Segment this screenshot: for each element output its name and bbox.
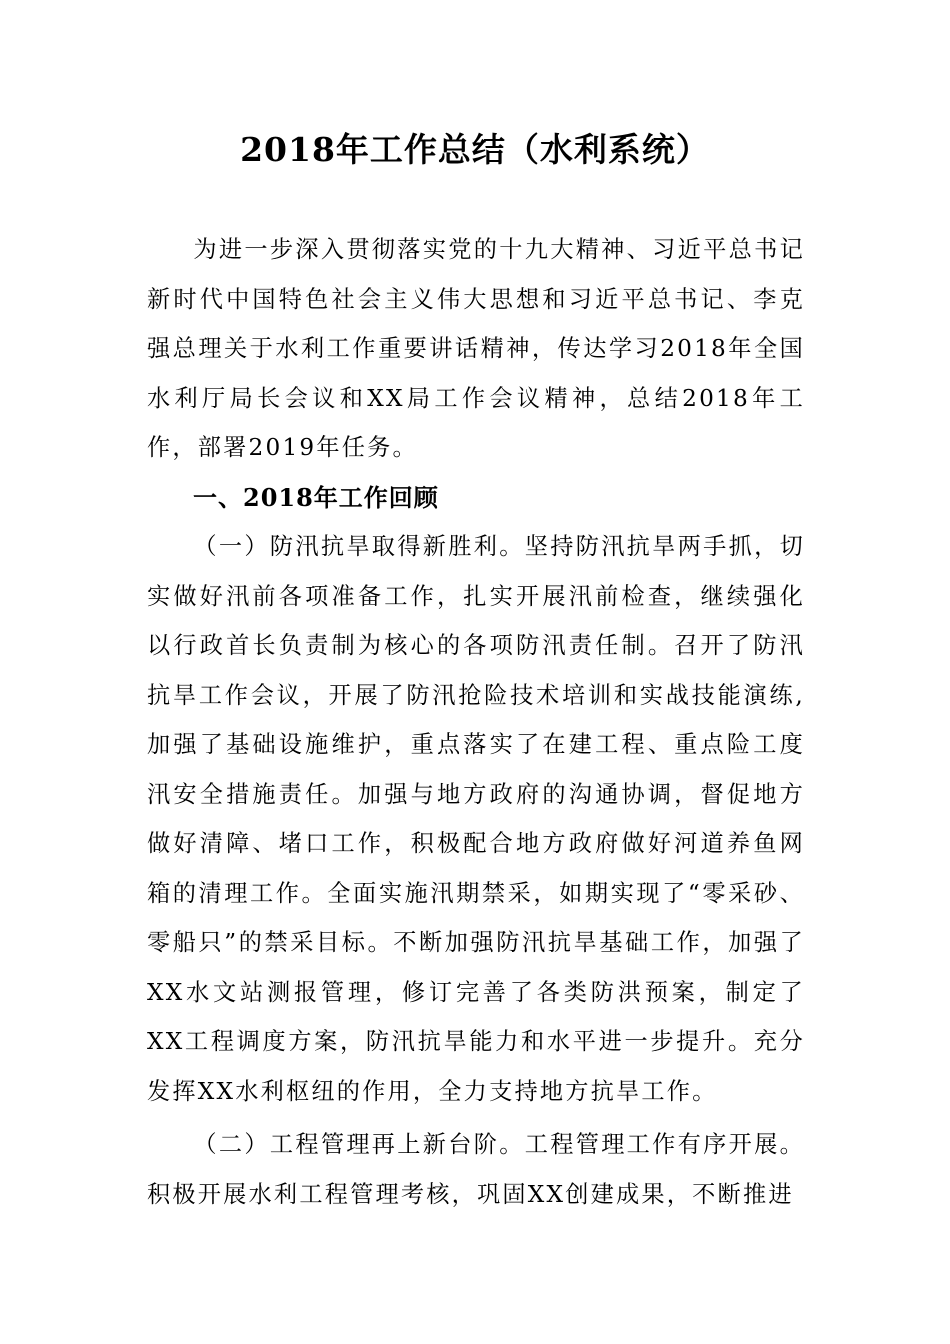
paragraph-body: 工程管理工作有序开展。积极开展水利工程管理考核，巩固XX创建成果，不断推进 [147,1131,805,1208]
section-heading: 一、2018年工作回顾 [193,483,439,512]
paragraph-lead: （一）防汛抗旱取得新胜利。 [193,533,525,560]
paragraph-engineering-management [147,1120,805,1219]
document-title: 2018年工作总结（水利系统） [240,130,710,169]
paragraph-lead: （二）工程管理再上新台阶。 [193,1131,525,1158]
paragraph-body: 坚持防汛抗旱两手抓，切实做好汛前各项准备工作，扎实开展汛前检查，继续强化以行政首长负责制为核心的各项防汛责任制。召开了防汛抗旱工作会议，开展了防汛抢险技术培训和实战技能演练,加强了基础设施维护，重点落实了在建工程、重点险工度汛安全措施责任。加强与地方政府的沟通协调，督促地方做好清障、堵口工作，积极配合地方政府做好河道养鱼网箱的清理工作。全面实施汛期禁采，如期实现了“零采砂、零船只”的禁采目标。不断加强防汛抗旱基础工作，加强了XX水文站测报管理，修订完善了各类防洪预案，制定了XX工程调度方案，防汛抗旱能力和水平进一步提升。充分发挥XX水利枢纽的作用，全力支持地方抗旱工作。 [147,533,805,1105]
intro-paragraph: 为进一步深入贯彻落实党的十九大精神、习近平总书记新时代中国特色社会主义伟大思想和习近平总书记、李克强总理关于水利工作重要讲话精神，传达学习2018年全国水利厅局长会议和XX局工作会议精神，总结2018年工作，部署2019年任务。 [147,236,805,461]
paragraph-flood-control [147,522,805,1116]
